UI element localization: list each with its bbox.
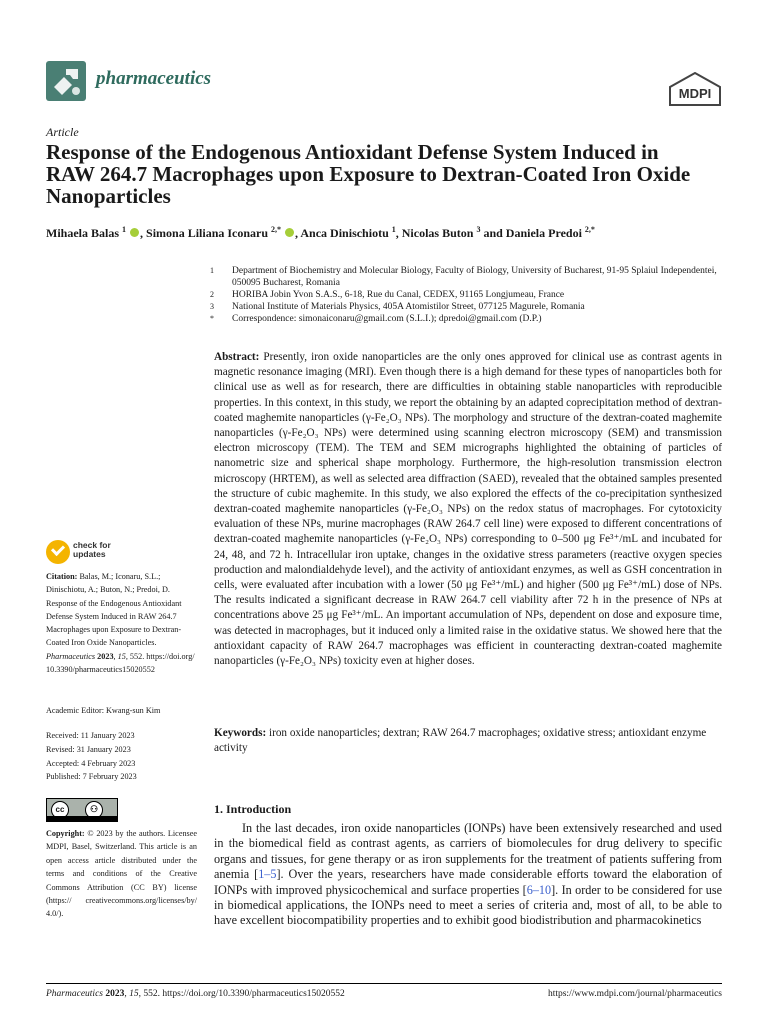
author-name[interactable]: Mihaela Balas — [46, 226, 120, 240]
footer-doi[interactable]: , 552. https://doi.org/10.3390/pharmaceutics15020552 — [138, 989, 345, 999]
affiliation-marker: 2 — [210, 290, 214, 299]
affiliation-item — [210, 289, 722, 301]
publication-dates — [46, 729, 206, 784]
check-for-updates-line1: check for — [73, 540, 111, 550]
article-title: Response of the Endogenous Antioxidant Defense System Induced in RAW 264.7 Macrophages upon Exposure to Dextran-Coated Iron Oxide Nanoparticles — [46, 140, 691, 208]
by-icon: ⚇ — [85, 801, 103, 819]
keywords — [214, 726, 722, 756]
author-name[interactable]: Daniela Predoi — [505, 226, 582, 240]
reference-link[interactable]: 1–5 — [258, 867, 277, 882]
affiliation-marker: * — [210, 314, 214, 323]
journal-name: pharmaceutics — [96, 68, 212, 89]
section-heading-introduction: 1. Introduction — [214, 802, 292, 816]
author-affiliation-marker: 2,* — [584, 225, 595, 234]
intro-text-part3: ]. In order to be considered for use in biomedical applications, the IONPs need to meet a series of criteria and, most of all, to be able to have excellent biocompatibility properties and to exhibit good biodistribution and pharmacokinetics — [214, 882, 723, 928]
citation-year: 2023 — [97, 651, 114, 661]
footer-divider — [46, 983, 722, 984]
footer-citation: Pharmaceutics 2023, 15, 552. https://doi.org/10.3390/pharmaceutics15020552 — [46, 989, 345, 999]
citation-volume: 15 — [117, 651, 126, 661]
reference-link[interactable]: 6–10 — [526, 882, 552, 897]
abstract — [214, 350, 722, 669]
affiliation-marker: 1 — [210, 266, 214, 275]
academic-editor: Academic Editor: Kwang-sun Kim — [46, 706, 161, 715]
citation-block: Citation: Balas, M.; Iconaru, S.L.; Dinischiotu, A.; Buton, N.; Predoi, D. Response of the Endogenous Antioxidant Defense System Induced in RAW 264.7 Macrophages upon Exposure to Dextran-Coated Iron Oxide Nanoparticles. Pharmaceutics 2023, 15, 552. https://doi.org/ 10.3390/pharmaceutics15020552 — [46, 572, 195, 675]
citation-doi[interactable]: , 552. https://doi.org/ 10.3390/pharmaceutics15020552 — [46, 651, 195, 675]
author-affiliation-marker: 2,* — [271, 225, 282, 234]
author-affiliation-marker: 3 — [476, 225, 481, 234]
author-affiliation-marker: 1 — [391, 225, 396, 234]
correspondence-text[interactable]: Correspondence: simonaiconaru@gmail.com (S.L.I.); dpredoi@gmail.com (D.P.) — [232, 314, 542, 324]
author-name[interactable]: Anca Dinischiotu — [300, 226, 389, 240]
introduction-paragraph — [214, 821, 722, 929]
orcid-icon[interactable] — [285, 228, 294, 237]
affiliation-marker: 3 — [210, 302, 214, 311]
check-for-updates-label — [73, 541, 111, 559]
mdpi-logo-icon — [668, 72, 722, 106]
footer-journal-url[interactable]: https://www.mdpi.com/journal/pharmaceutics — [547, 989, 722, 999]
affiliation-item — [210, 301, 722, 313]
cc-by-license-icon[interactable] — [46, 798, 118, 822]
mdpi-logo-text: MDPI — [678, 86, 712, 101]
affiliation-text: National Institute of Materials Physics, 405A Atomistilor Street, 077125 Magurele, Romania — [232, 302, 585, 312]
affiliation-text: HORIBA Jobin Yvon S.A.S., 6-18, Rue du Canal, CEDEX, 91165 Longjumeau, France — [232, 290, 565, 300]
affiliation-text: Department of Biochemistry and Molecular Biology, Faculty of Biology, University of Bucharest, 91-95 Splaiul Independentei, 050095 Bucharest, Romania — [232, 266, 717, 288]
footer-year: 2023 — [105, 989, 125, 999]
author-name[interactable]: Simona Liliana Iconaru — [146, 226, 269, 240]
author-affiliation-marker: 1 — [122, 225, 127, 234]
affiliation-list — [210, 265, 722, 325]
revised-date: Revised: 31 January 2023 — [46, 744, 131, 754]
abstract-label: Abstract: — [214, 351, 260, 363]
affiliation-item — [210, 265, 722, 289]
footer-journal: Pharmaceutics — [46, 989, 103, 999]
article-type: Article — [46, 125, 79, 139]
cc-icon: cc — [51, 801, 69, 819]
received-date: Received: 11 January 2023 — [46, 731, 135, 740]
keywords-label: Keywords: — [214, 727, 267, 739]
author-name[interactable]: Nicolas Buton — [401, 226, 474, 240]
copyright-notice — [46, 827, 197, 921]
check-for-updates-button[interactable] — [46, 540, 126, 566]
cc-bar — [47, 816, 117, 821]
copyright-text: © 2023 by the authors. Licensee MDPI, Basel, Switzerland. This article is an open access article distributed under the terms and conditions of the Creative Commons Attribution (CC BY) license (https:// creativecommons.org/licenses/by/ 4.0/). — [46, 829, 197, 919]
footer-volume: 15 — [129, 989, 139, 999]
pharmaceutics-logo-icon — [46, 61, 86, 101]
intro-text-part2: ]. Over the years, researchers have made considerable efforts toward the elaboration of IONPs with improved physicochemical and surface properties [ — [214, 867, 723, 897]
intro-text-part1: In the last decades, iron oxide nanoparticles (IONPs) have been extensively researched and used in the biomedical field as contrast agents, as carriers of biomolecules for drug delivery to specific organs and tissues, for gene therapy or as iron supplements for the treatment of patients suffering from anemia [ — [214, 821, 722, 882]
abstract-text: Presently, iron oxide nanoparticles are the only ones approved for clinical use as contrast agents in magnetic resonance imaging (MRI). Even though there is a high demand for these types of nanoparticles both for clinical use as well as for research, there are difficulties in obtaining stable nanoparticles with reproducible properties. In this context, in this study, we report the obtaining by an adapted coprecipitation method of dextran-coated maghemite nanoparticles (γ-Fe₂O₃ NPs). The morphology and structure of the dextran-coated maghemite nanoparticles (γ-Fe₂O₃ NPs) were determined using scanning electron microscopy (SEM) and transmission electron microscopy (TEM). The TEM and SEM micrographs highlighted the obtaining of particles of nanometric size and spherical shape morphology. Furthermore, the high-resolution transmission electron microscopy (HRTEM), as well as selected area diffraction (SAED), revealed that the obtained samples presented the structure of cubic maghemite. In this study, we also explored the effects of the co-precipitation synthesized dextran-coated maghemite nanoparticles (γ-Fe₂O₃ NPs) on the redox status of macrophages. For cytotoxicity evaluation of these NPs, murine macrophages (RAW 264.7 cell line) were exposed to different concentrations of dextran-coated maghemite nanoparticles (γ-Fe₂O₃ NPs) corresponding to 0–500 μg Fe³⁺/mL and incubated for 24, 48, and 72 h. Intracellular iron uptake, changes in the oxidative stress parameters (reactive oxygen species production and malondialdehyde level), and the activity of antioxidant enzymes, as well as GSH concentration in cells, were evaluated after incubation with a lower (50 μg Fe³⁺/mL) and higher (500 μg Fe³⁺/mL) dose of NPs. The results indicated a significant decrease in RAW 264.7 cell viability after 72 h in the presence of NPs at concentrations above 25 μg Fe³⁺/mL. An important accumulation of NPs, dependent on dose and exposure time, was detected in macrophages, but it induced only a limited raise in the oxidative status. We showed here that the antioxidant capacity of RAW 264.7 macrophages was efficient in counteracting dextran-coated maghemite nanoparticles (γ-Fe₂O₃ NPs) toxicity even at higher doses. — [214, 351, 723, 668]
published-date: Published: 7 February 2023 — [46, 772, 137, 782]
citation-text: Balas, M.; Iconaru, S.L.; Dinischiotu, A.; Buton, N.; Predoi, D. Response of the Endogenous Antioxidant Defense System Induced in RAW 264.7 Macrophages upon Exposure to Dextran-Coated Iron Oxide Nanoparticles. — [46, 572, 182, 648]
accepted-date: Accepted: 4 February 2023 — [46, 758, 136, 768]
keywords-text: iron oxide nanoparticles; dextran; RAW 264.7 macrophages; oxidative stress; antioxidant enzyme activity — [214, 727, 707, 755]
checkmark-icon — [46, 540, 70, 564]
citation-journal: Pharmaceutics — [46, 651, 96, 661]
author-list: Mihaela Balas $^1$ , Simona Liliana Iconaru $^{2,*}$ , Anca Dinischiotu $^1$, Nicolas Buton $^3$ and Daniela Predoi $^{2,*}$ — [46, 225, 595, 240]
correspondence-item — [210, 313, 722, 325]
orcid-icon[interactable] — [130, 228, 139, 237]
citation-label: Citation: — [46, 572, 78, 581]
check-for-updates-line2: updates — [73, 549, 106, 559]
copyright-label: Copyright: — [46, 829, 85, 838]
